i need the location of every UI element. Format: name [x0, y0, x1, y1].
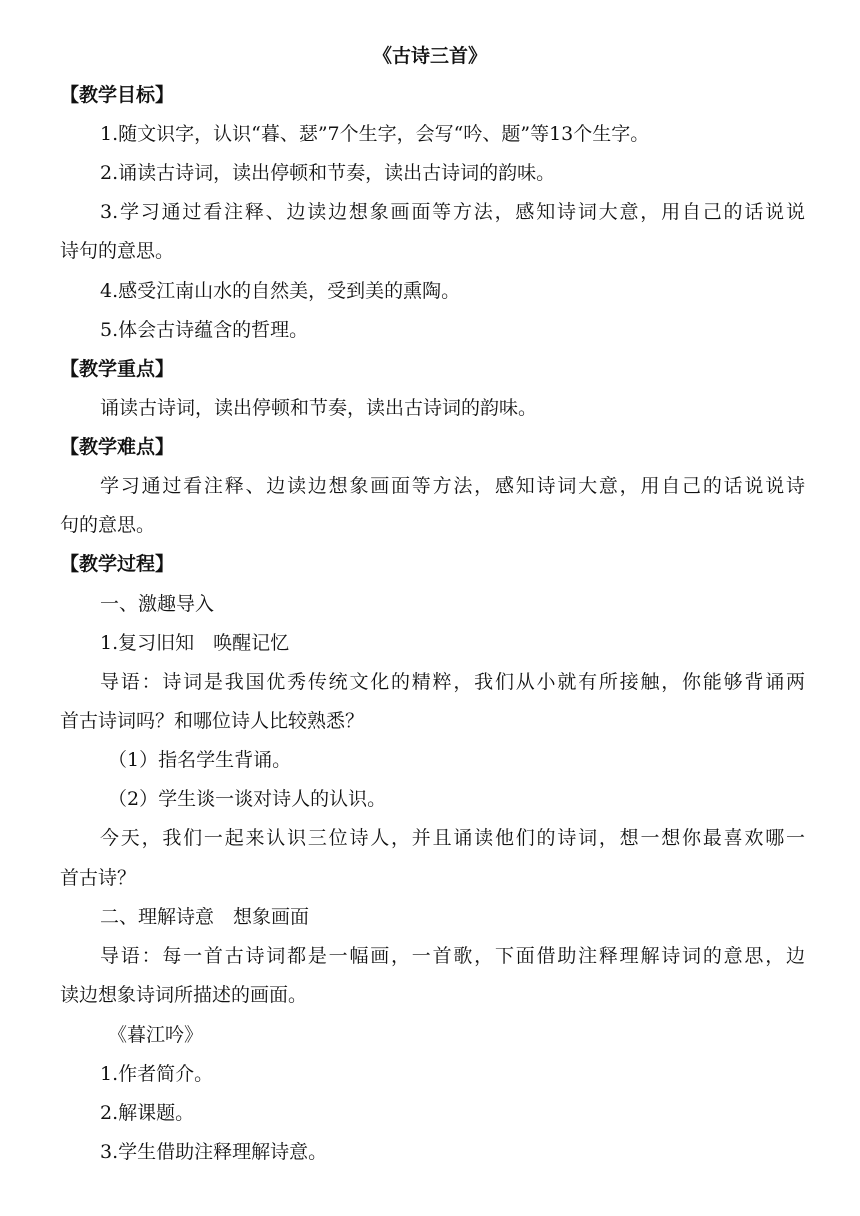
process-item-6-line-2: 首古诗？ [60, 867, 137, 889]
process-item-8-line-2: 读边想象诗词所描述的画面。 [60, 984, 308, 1006]
heading-teaching-goals: 【教学目标】 [60, 84, 175, 106]
process-item-12: 3.学生借助注释理解诗意。 [100, 1141, 328, 1163]
goal-5: 5.体会古诗蕴含的哲理。 [100, 319, 309, 341]
process-item-7: 二、理解诗意 想象画面 [100, 906, 310, 928]
difficulty-line-2: 句的意思。 [60, 514, 156, 536]
heading-key-points: 【教学重点】 [60, 358, 175, 380]
heading-difficulties: 【教学难点】 [60, 436, 175, 458]
heading-teaching-process: 【教学过程】 [60, 553, 175, 575]
process-item-10: 1.作者简介。 [100, 1063, 214, 1085]
process-item-9: 《暮江吟》 [108, 1024, 204, 1046]
goal-3-line-1: 3.学习通过看注释、边读边想象画面等方法，感知诗词大意，用自己的话说说 [100, 201, 805, 223]
process-item-1: 一、激趣导入 [100, 593, 215, 615]
goal-4: 4.感受江南山水的自然美，受到美的熏陶。 [100, 280, 461, 302]
difficulty-line-1: 学习通过看注释、边读边想象画面等方法，感知诗词大意，用自己的话说说诗 [100, 475, 805, 497]
process-item-2: 1.复习旧知 唤醒记忆 [100, 632, 290, 654]
process-item-3-line-1: 导语：诗词是我国优秀传统文化的精粹，我们从小就有所接触，你能够背诵两 [100, 671, 805, 693]
goal-3-line-2: 诗句的意思。 [60, 240, 175, 262]
goal-1: 1.随文识字，认识“暮、瑟”7个生字，会写“吟、题”等13个生字。 [100, 123, 650, 145]
process-item-3-line-2: 首古诗词吗？和哪位诗人比较熟悉？ [60, 710, 365, 732]
process-item-8-line-1: 导语：每一首古诗词都是一幅画，一首歌，下面借助注释理解诗词的意思，边 [100, 945, 805, 967]
process-item-11: 2.解课题。 [100, 1102, 195, 1124]
key-point-text: 诵读古诗词，读出停顿和节奏，读出古诗词的韵味。 [100, 397, 538, 419]
process-item-5: （2）学生谈一谈对诗人的认识。 [108, 788, 387, 810]
document-title: 《古诗三首》 [372, 45, 487, 67]
process-item-6-line-1: 今天，我们一起来认识三位诗人，并且诵读他们的诗词，想一想你最喜欢哪一 [100, 827, 805, 849]
goal-2: 2.诵读古诗词，读出停顿和节奏，读出古诗词的韵味。 [100, 162, 556, 184]
process-item-4: （1）指名学生背诵。 [108, 749, 292, 771]
